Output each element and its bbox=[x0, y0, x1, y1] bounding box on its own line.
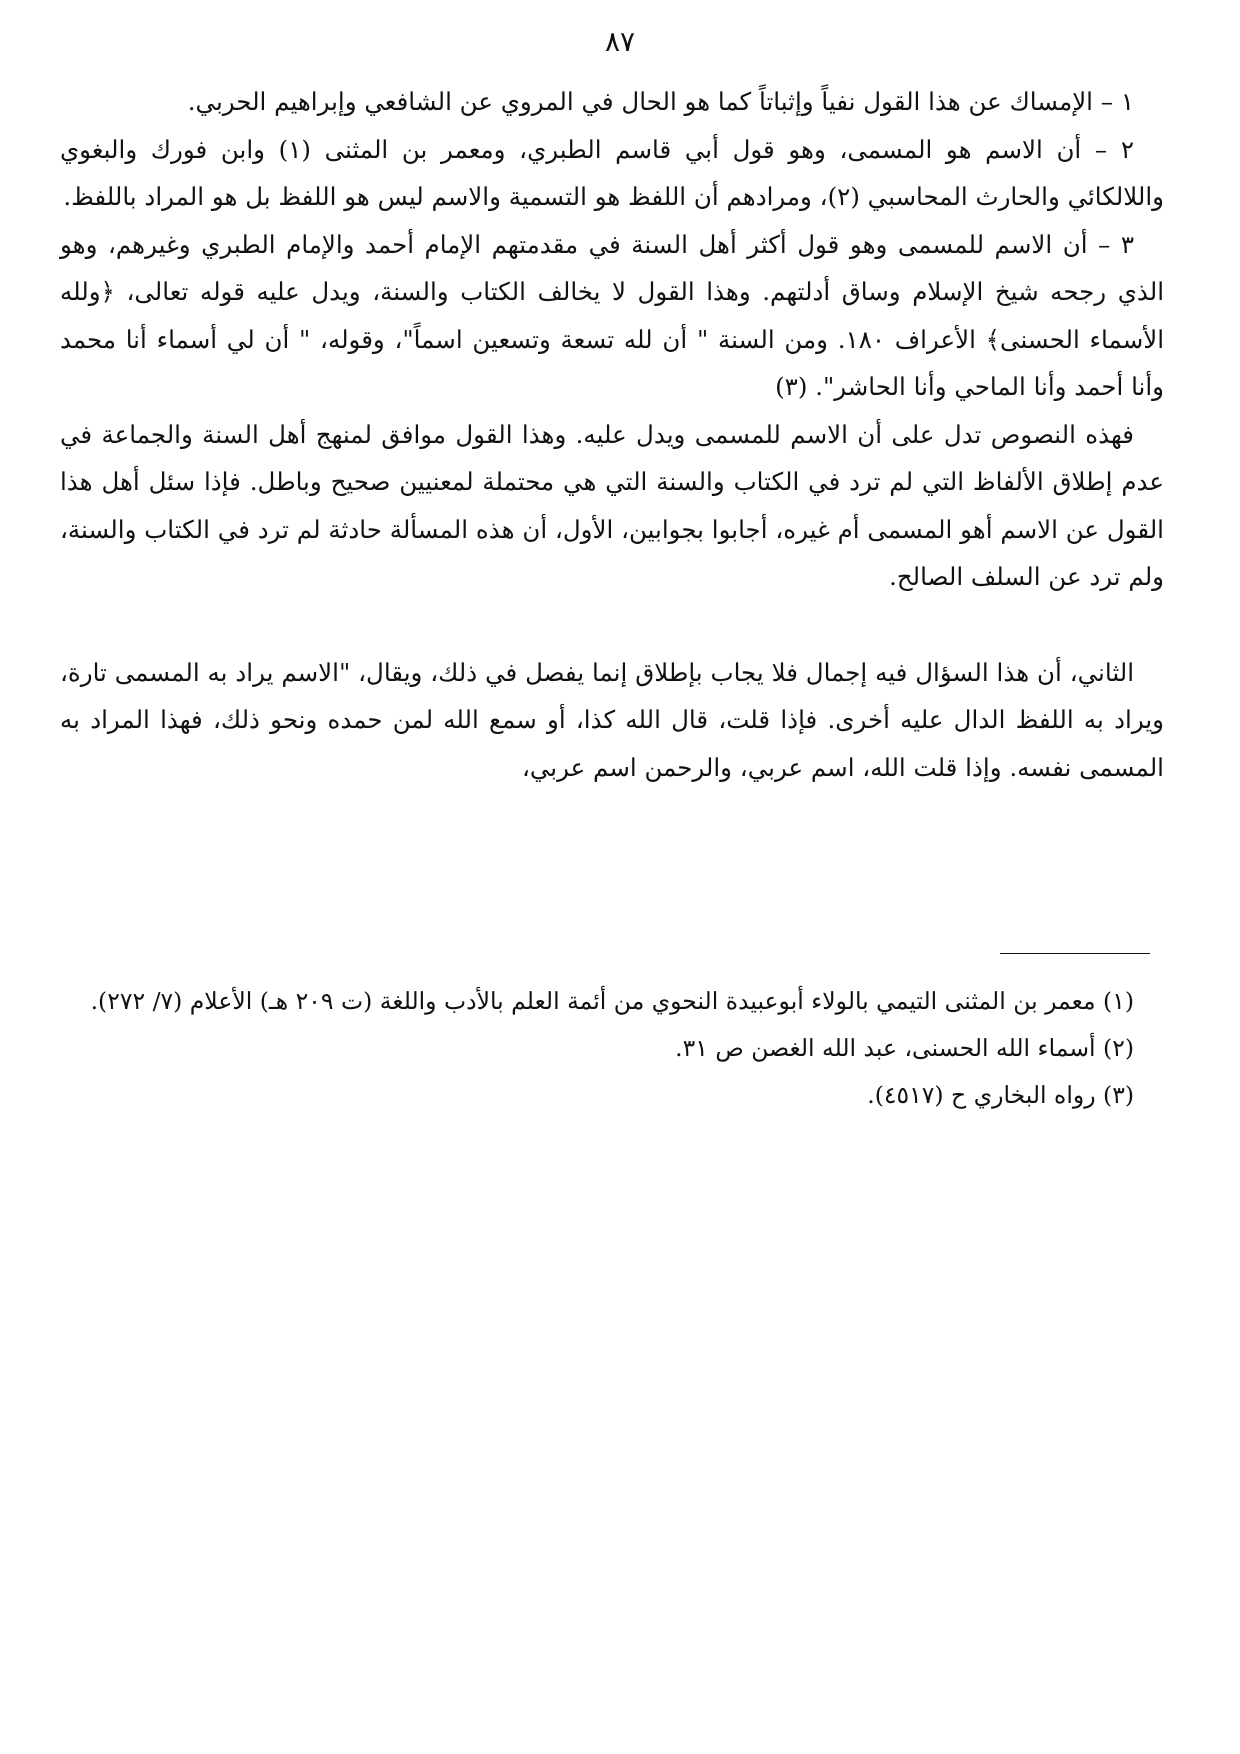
page-number: ٨٧ bbox=[604, 25, 636, 58]
footnote-3: (٣) رواه البخاري ح (٤٥١٧). bbox=[867, 1081, 1134, 1109]
footnote-2: (٢) أسماء الله الحسنى، عبد الله الغصن ص ٣١. bbox=[675, 1034, 1134, 1062]
paragraph-texts-evidence: فهذه النصوص تدل على أن الاسم للمسمى ويدل عليه. وهذا القول موافق لمنهج أهل السنة والجماعة في عدم إطلاق الألفاظ التي لم ترد في الكتاب والسنة التي هي محتملة لمعنيين صحيح وباطل. فإذا سئل أهل هذا القول عن الاسم أهو المسمى أم غيره، أجابوا بجوابين، الأول، أن هذه المسألة حادثة لم ترد في الكتاب والسنة، ولم ترد عن السلف الصالح. bbox=[60, 419, 1164, 591]
main-text bbox=[60, 78, 1164, 791]
footnote-divider bbox=[1000, 953, 1150, 954]
paragraph-item-3: ٣ – أن الاسم للمسمى وهو قول أكثر أهل السنة في مقدمتهم الإمام أحمد والإمام الطبري وغيرهم، وهو الذي رجحه شيخ الإسلام وساق أدلتهم. وهذا القول لا يخالف الكتاب والسنة، ويدل عليه قوله تعالى، ﴿ولله الأسماء الحسنى﴾ الأعراف ١٨٠. ومن السنة " أن لله تسعة وتسعين اسماً"، وقوله، " أن لي أسماء أنا محمد وأنا أحمد وأنا الماحي وأنا الحاشر". (٣) bbox=[60, 229, 1164, 401]
paragraph-item-1: ١ – الإمساك عن هذا القول نفياً وإثباتاً كما هو الحال في المروي عن الشافعي وإبراهيم الحربي. bbox=[187, 87, 1134, 116]
footnote-1: (١) معمر بن المثنى التيمي بالولاء أبوعبيدة النحوي من أئمة العلم بالأدب واللغة (ت ٢٠٩ هـ) الأعلام (٧/ ٢٧٢). bbox=[90, 987, 1134, 1015]
paragraph-item-2: ٢ – أن الاسم هو المسمى، وهو قول أبي قاسم الطبري، ومعمر بن المثنى (١) وابن فورك والبغوي واللالكائي والحارث المحاسبي (٢)، ومرادهم أن اللفظ هو التسمية والاسم ليس هو اللفظ بل هو المراد باللفظ. bbox=[60, 134, 1164, 211]
paragraph-second-answer: الثاني، أن هذا السؤال فيه إجمال فلا يجاب بإطلاق إنما يفصل في ذلك، ويقال، "الاسم يراد به المسمى تارة، ويراد به اللفظ الدال عليه أخرى. فإذا قلت، قال الله كذا، أو سمع الله لمن حمده ونحو ذلك، فهذا المراد به المسمى نفسه. وإذا قلت الله، اسم عربي، والرحمن اسم عربي، bbox=[60, 657, 1164, 782]
footnotes bbox=[60, 978, 1164, 1119]
